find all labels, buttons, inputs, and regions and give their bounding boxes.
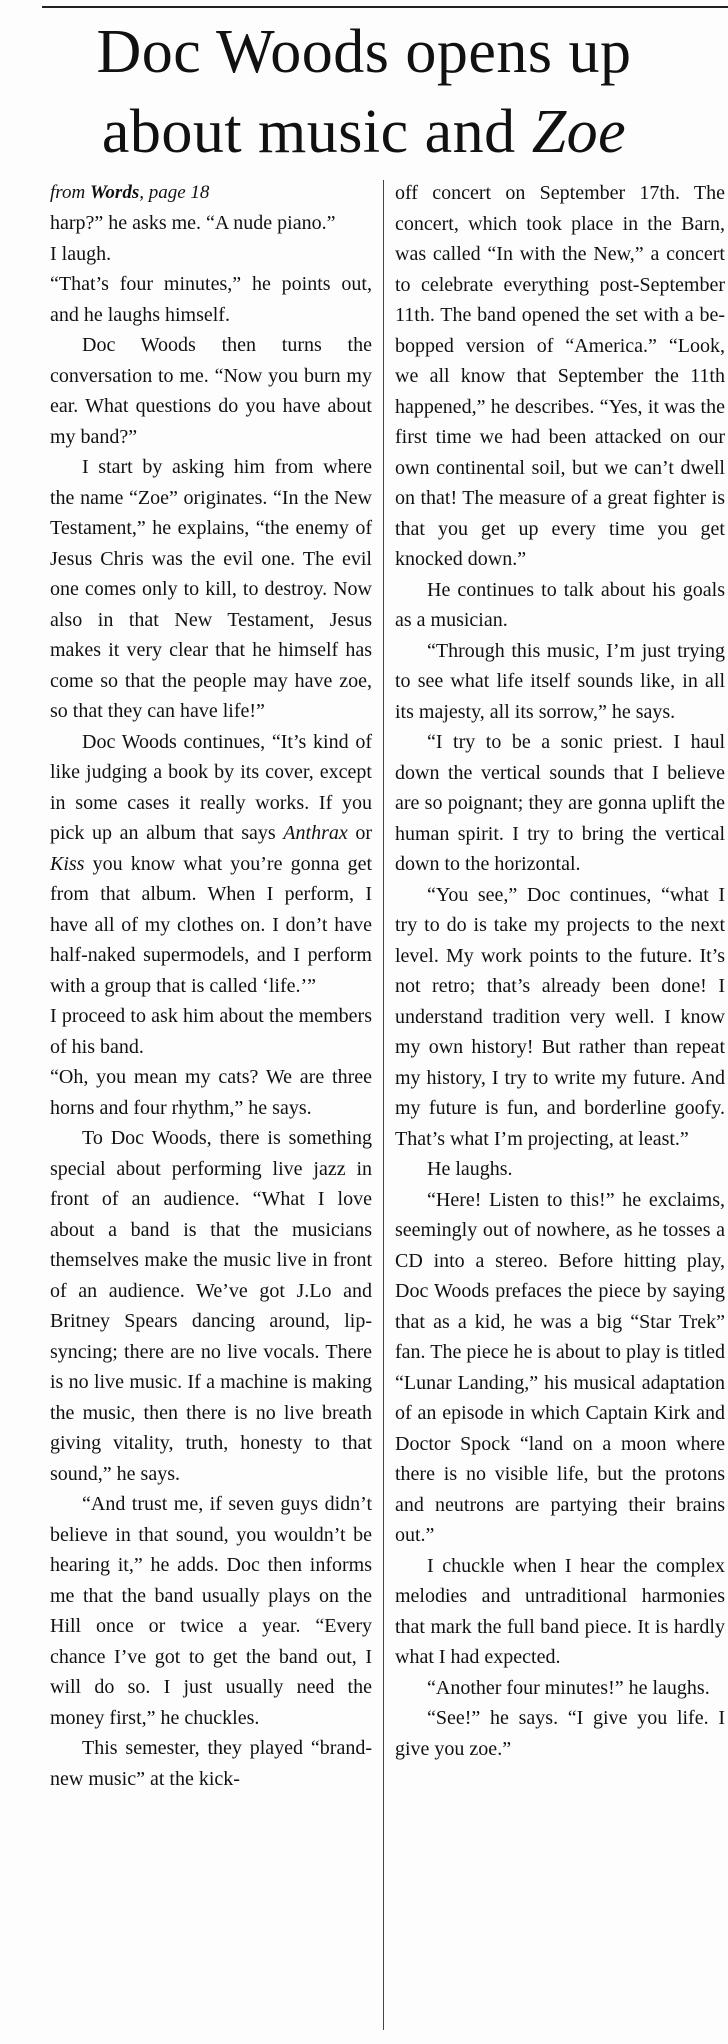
paragraph: off concert on September 17th. The concert, which took place in the Barn, was called “In with the New,” a concert to celebrate everything post-September 11th. The band opened the set with a be-bopped version of “America.” “Look, we all know that September the 11th happened,” he describes. “Yes, it was the first time we had been attacked on our own continental soil, but we can’t dwell on that! The measure of a great fighter is that you get up every time you get knocked down.” xyxy=(395,182,725,570)
jump-line xyxy=(50,178,372,208)
jump-source: Words xyxy=(89,182,140,203)
jump-prefix: from xyxy=(50,182,90,203)
headline-line-1: Doc Woods opens up xyxy=(96,18,632,86)
album-title-kiss: Kiss xyxy=(50,852,85,875)
headline-line-2-text: about music and xyxy=(101,98,532,166)
paragraph: This semester, they played “brand-new music” at the kick- xyxy=(50,1737,372,1790)
top-rule xyxy=(42,6,728,8)
column-divider xyxy=(383,180,384,2030)
paragraph: “See!” he says. “I give you life. I give you zoe.” xyxy=(395,1707,725,1760)
paragraph: I proceed to ask him about the members of his band. xyxy=(50,1005,372,1058)
paragraph: He laughs. xyxy=(427,1158,513,1180)
paragraph-text: you know what you’re gonna get from that album. When I perform, I have all of my clothes on. I don’t have half-naked supermodels, and I perform with a group that is called ‘life.’” xyxy=(50,852,372,997)
paragraph: “And trust me, if seven guys didn’t believe in that sound, you wouldn’t be hearing it,” he adds. Doc then informs me that the band usually plays on the Hill once or twice a year. “Every chance I’ve got to get the band out, I will do so. I just usually need the money first,” he chuckles. xyxy=(50,1493,372,1729)
paragraph xyxy=(50,727,372,1002)
headline-zoe: Zoe xyxy=(531,98,627,166)
jump-suffix: , page 18 xyxy=(139,182,210,203)
headline xyxy=(0,12,728,172)
paragraph: “That’s four minutes,” he points out, and he laughs himself. xyxy=(50,273,372,326)
album-title-anthrax: Anthrax xyxy=(283,822,348,844)
paragraph-text: or xyxy=(347,822,372,844)
paragraph: “Oh, you mean my cats? We are three horns and four rhythm,” he says. xyxy=(50,1066,372,1119)
paragraph: “Another four minutes!” he laughs. xyxy=(427,1676,710,1699)
article-column-left xyxy=(50,178,372,1794)
paragraph: “Here! Listen to this!” he exclaims, seemingly out of nowhere, as he tosses a CD into a stereo. Before hitting play, Doc Woods prefaces the piece by saying that as a kid, he was a big “Star Trek” fan. The piece he is about to play is titled “Lunar Landing,” his musical adaptation of an episode in which Captain Kirk and Doctor Spock “land on a moon where there is no visible life, but the protons and neutrons are partying their brains out.” xyxy=(395,1188,725,1546)
article-column-right xyxy=(395,178,725,1764)
paragraph: “Through this music, I’m just trying to see what life itself sounds like, in all its majesty, all its sorrow,” he says. xyxy=(395,639,725,723)
paragraph-text: Doc Woods continues, “It’s kind of like judging a book by its cover, except in some cases it really works. If you pick up an album that says xyxy=(50,730,372,844)
paragraph: I start by asking him from where the name “Zoe” originates. “In the New Testament,” he explains, “the enemy of Jesus Chris was the evil one. The evil one comes only to kill, to destroy. Now also in that New Testament, Jesus makes it very clear that he himself has come so that the people may have zoe, so that they can have life!” xyxy=(50,456,372,722)
headline-line-2 xyxy=(0,92,728,172)
paragraph: I laugh. xyxy=(50,242,112,265)
paragraph: harp?” he asks me. “A nude piano.” xyxy=(50,212,336,234)
paragraph: He continues to talk about his goals as a musician. xyxy=(395,578,725,631)
paragraph: I chuckle when I hear the complex melodies and untraditional harmonies that mark the full band piece. It is hardly what I had expected. xyxy=(395,1554,725,1668)
paragraph: Doc Woods then turns the conversation to me. “Now you burn my ear. What questions do you have about my band?” xyxy=(50,334,372,448)
paragraph: “I try to be a sonic priest. I haul down the vertical sounds that I believe are so poignant; they are gonna uplift the human spirit. I try to bring the vertical down to the horizontal. xyxy=(395,731,725,875)
paragraph: To Doc Woods, there is something special about performing live jazz in front of an audience. “What I love about a band is that the musicians themselves make the music live in front of an audience. We’ve got J.Lo and Britney Spears dancing around, lip-syncing; there are no live vocals. There is no live music. If a machine is making the music, then there is no live breath giving vitality, truth, honesty to that sound,” he says. xyxy=(50,1127,372,1485)
paragraph: “You see,” Doc continues, “what I try to do is take my projects to the next level. My work points to the future. It’s not retro; that’s already been done! I understand tradition very well. I know my own history! But rather than repeat my history, I try to write my future. And my future is fun, and borderline goofy. That’s what I’m projecting, at least.” xyxy=(395,883,725,1150)
